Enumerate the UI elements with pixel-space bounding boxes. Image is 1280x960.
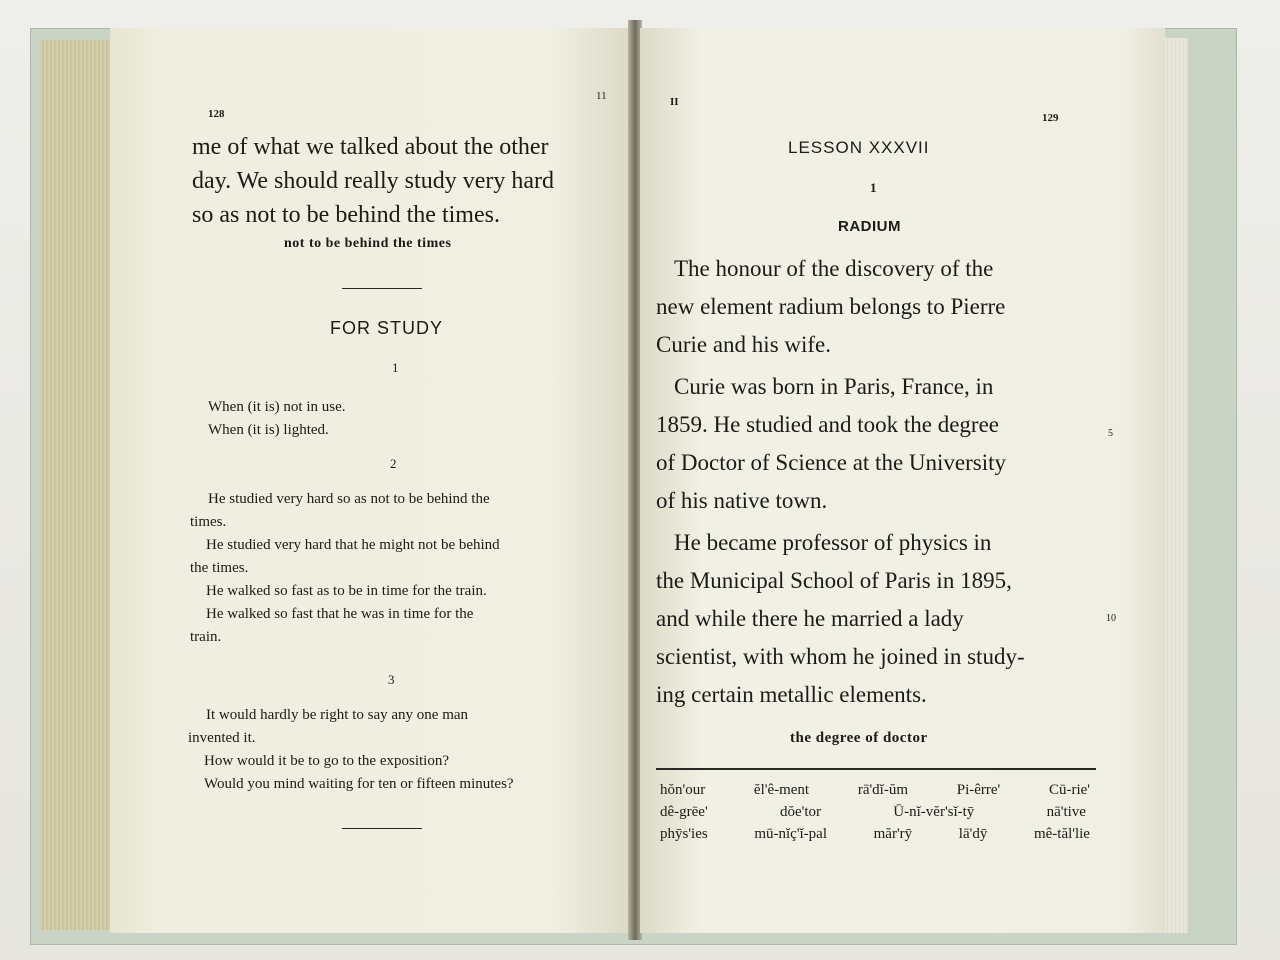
pronunciation-row bbox=[660, 804, 1090, 826]
lesson-text bbox=[656, 250, 1025, 714]
lesson-title: LESSON XXXVII bbox=[788, 138, 930, 157]
pronunciation-guide bbox=[660, 782, 1090, 848]
text-line: He became professor of physics in bbox=[674, 530, 992, 555]
text-line: How would it be to go to the exposition? bbox=[204, 753, 449, 769]
text-line: train. bbox=[190, 629, 222, 645]
signature-mark: II bbox=[670, 96, 679, 108]
signature-mark: 11 bbox=[596, 90, 607, 102]
pronunciation-word: mū-nĭç'ĭ-pal bbox=[754, 826, 828, 842]
pronunciation-word: phȳs'ies bbox=[660, 826, 708, 842]
caption: not to be behind the times bbox=[284, 236, 452, 251]
section-1-text bbox=[208, 396, 345, 442]
divider bbox=[342, 828, 422, 829]
text-line: and while there he married a lady bbox=[656, 606, 964, 631]
page-block-edge bbox=[40, 40, 120, 930]
pronunciation-word: lā'dȳ bbox=[958, 826, 988, 842]
pronunciation-word: măr'rȳ bbox=[873, 826, 913, 842]
text-line: Curie and his wife. bbox=[656, 332, 832, 357]
right-page bbox=[640, 28, 1165, 933]
line-number: 5 bbox=[1108, 428, 1113, 439]
section-number: 2 bbox=[390, 456, 397, 471]
text-line: of Doctor of Science at the University bbox=[656, 450, 1006, 475]
pronunciation-word: hŏn'our bbox=[660, 782, 706, 798]
text-line: of his native town. bbox=[656, 488, 828, 513]
text-line: scientist, with whom he joined in study- bbox=[656, 644, 1025, 669]
line-number: 10 bbox=[1106, 613, 1116, 624]
section-number: 3 bbox=[388, 672, 395, 687]
pronunciation-word: Cū-rie' bbox=[1048, 782, 1090, 798]
text-line: so as not to be behind the times. bbox=[192, 202, 500, 228]
lesson-number: 1 bbox=[870, 180, 877, 195]
page-number: 128 bbox=[208, 108, 225, 120]
section-2-text bbox=[190, 488, 500, 649]
pronunciation-word: dê-grēe' bbox=[660, 804, 708, 820]
divider bbox=[656, 768, 1096, 770]
divider bbox=[342, 288, 422, 289]
pronunciation-word: ĕl'ê-ment bbox=[753, 782, 810, 798]
pronunciation-word: nā'tive bbox=[1046, 804, 1086, 820]
section-3-text bbox=[188, 704, 514, 796]
text-line: He walked so fast as to be in time for the train. bbox=[206, 583, 487, 599]
pronunciation-word: rā'dĭ-ŭm bbox=[857, 782, 909, 798]
text-line: It would hardly be right to say any one man bbox=[206, 707, 469, 723]
text-line: He studied very hard so as not to be behind the bbox=[208, 491, 490, 507]
text-line: 1859. He studied and took the degree bbox=[656, 412, 999, 437]
caption: the degree of doctor bbox=[790, 730, 928, 746]
text-line: He walked so fast that he was in time for the bbox=[206, 606, 474, 622]
text-line: Curie was born in Paris, France, in bbox=[674, 374, 994, 399]
continuation-text bbox=[192, 130, 554, 232]
text-line: He studied very hard that he might not be behind bbox=[206, 537, 500, 553]
text-line: invented it. bbox=[188, 730, 256, 746]
pronunciation-word: dŏe'tor bbox=[779, 804, 821, 820]
section-number: 1 bbox=[392, 360, 399, 375]
lesson-subtitle: RADIUM bbox=[838, 218, 901, 235]
text-line: ing certain metallic elements. bbox=[656, 682, 927, 707]
text-line: Would you mind waiting for ten or fifteen minutes? bbox=[204, 776, 514, 792]
text-line: times. bbox=[190, 514, 227, 530]
text-line: new element radium belongs to Pierre bbox=[656, 294, 1006, 319]
text-line: When (it is) lighted. bbox=[208, 422, 329, 438]
text-line: the times. bbox=[190, 560, 249, 576]
text-line: The honour of the discovery of the bbox=[674, 256, 994, 281]
pronunciation-word: Ū-nĭ-vĕr'sĭ-tȳ bbox=[893, 804, 975, 820]
left-page bbox=[110, 28, 630, 933]
section-heading: FOR STUDY bbox=[330, 318, 444, 338]
page-number: 129 bbox=[1042, 112, 1059, 124]
pronunciation-row bbox=[660, 782, 1090, 804]
text-line: the Municipal School of Paris in 1895, bbox=[656, 568, 1012, 593]
pronunciation-word: mê-tăl'lie bbox=[1033, 826, 1090, 842]
text-line: me of what we talked about the other bbox=[192, 134, 549, 160]
text-line: When (it is) not in use. bbox=[208, 399, 346, 415]
pronunciation-row bbox=[660, 826, 1090, 848]
text-line: day. We should really study very hard bbox=[192, 168, 554, 194]
pronunciation-word: Pi-êrre' bbox=[956, 782, 1001, 798]
